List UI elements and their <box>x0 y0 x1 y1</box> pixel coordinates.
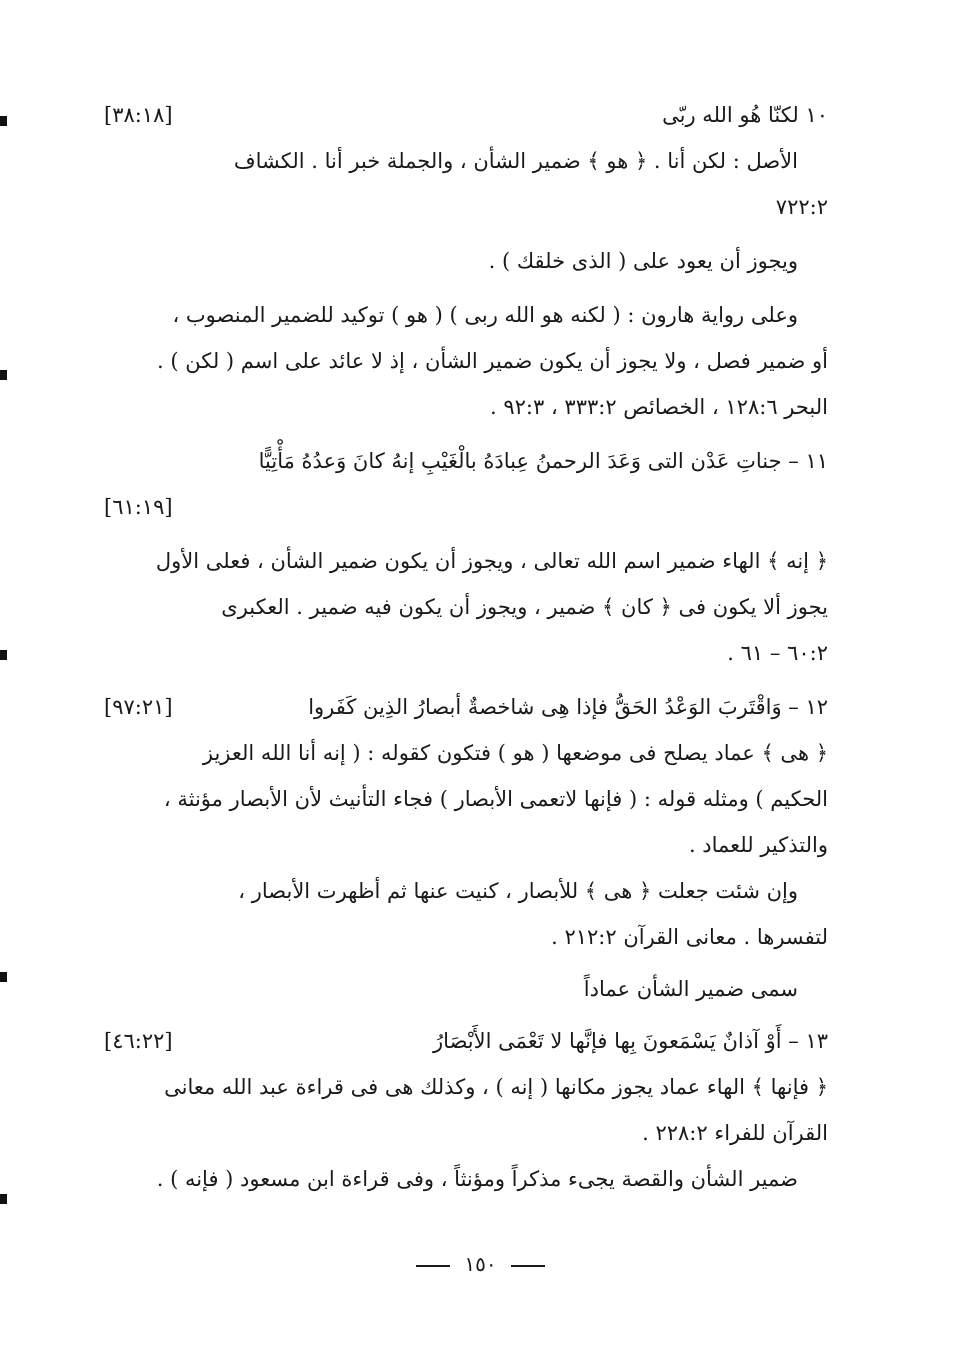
verse-reference: [٤٦:٢٢] <box>104 1029 173 1053</box>
commentary-line: وعلى رواية هارون : ( لكنه هو الله ربى ) ( هو ) توكيد للضمير المنصوب ، <box>172 303 798 327</box>
page-number: ١٥٠ <box>464 1252 497 1276</box>
commentary-line: وإن شئت جعلت ﴿ هى ﴾ للأبصار ، كنيت عنها ثم أظهرت الأبصار ، <box>238 879 798 903</box>
margin-mark <box>0 370 7 380</box>
commentary-line: يجوز ألا يكون فى ﴿ كان ﴾ ضمير ، ويجوز أن يكون فيه ضمير . العكبرى <box>221 595 828 619</box>
margin-mark <box>0 972 7 982</box>
verse-text: ١٣ – أَوْ آذانٌ يَسْمَعونَ بِها فإنَّها لا تَعْمَى الأَبْصَارُ <box>433 1029 828 1053</box>
commentary-line: ويجوز أن يعود على ( الذى خلقك ) . <box>488 249 798 273</box>
verse-text: ١٠ لكنّا هُو الله ربّى <box>662 103 828 127</box>
commentary-line: الأصل : لكن أنا . ﴿ هو ﴾ ضمير الشأن ، والجملة خبر أنا . الكشاف <box>233 149 798 173</box>
commentary-line: ضمير الشأن والقصة يجىء مذكراً ومؤنثاً ، وفى قراءة ابن مسعود ( فإنه ) . <box>156 1167 798 1191</box>
verse-reference: [٩٧:٢١] <box>104 695 173 719</box>
verse-reference: [٦١:١٩] <box>104 495 173 519</box>
verse-10-row <box>104 92 828 138</box>
verse-reference: [٣٨:١٨] <box>104 103 173 127</box>
commentary-line: ٦٠:٢ – ٦١ . <box>727 641 828 665</box>
commentary-line: القرآن للفراء ٢٢٨:٢ . <box>642 1121 828 1145</box>
page-body <box>104 92 828 1202</box>
commentary-line: والتذكير للعماد . <box>688 833 828 857</box>
commentary-line: ﴿ فإنها ﴾ الهاء عماد يجوز مكانها ( إنه ) ، وكذلك هى فى قراءة عبد الله معانى <box>164 1075 828 1099</box>
margin-mark <box>0 116 7 126</box>
footer-dash <box>511 1265 545 1267</box>
verse-11-reference-row <box>104 484 828 530</box>
commentary-line: ٧٢٢:٢ <box>775 195 828 219</box>
footer-dash <box>416 1265 450 1267</box>
commentary-line: لتفسرها . معانى القرآن ٢١٢:٢ . <box>551 925 828 949</box>
verse-text: ١٢ – وَاقْتَربَ الوَعْدُ الحَقُّ فإذا هِى شاخصةٌ أبصارُ الذِين كَفَروا <box>308 695 828 719</box>
verse-13-row <box>104 1018 828 1064</box>
verse-text: ١١ – جناتِ عَدْن التى وَعَدَ الرحمنُ عِبادَهُ بالْغَيْبِ إنهُ كانَ وَعدُهُ مَأْتِيًّا <box>258 449 828 473</box>
page-footer <box>0 1252 961 1276</box>
commentary-line: أو ضمير فصل ، ولا يجوز أن يكون ضمير الشأن ، إذ لا عائد على اسم ( لكن ) . <box>157 349 828 373</box>
commentary-line: سمى ضمير الشأن عماداً <box>583 977 798 1001</box>
margin-mark <box>0 1194 7 1204</box>
margin-mark <box>0 650 7 660</box>
commentary-line: البحر ١٢٨:٦ ، الخصائص ٣٣٣:٢ ، ٩٢:٣ . <box>490 395 828 419</box>
verse-12-row <box>104 684 828 730</box>
commentary-line: الحكيم ) ومثله قوله : ( فإنها لاتعمى الأبصار ) فجاء التأنيث لأن الأبصار مؤنثة ، <box>163 787 828 811</box>
commentary-line: ﴿ إنه ﴾ الهاء ضمير اسم الله تعالى ، ويجوز أن يكون ضمير الشأن ، فعلى الأول <box>155 549 828 573</box>
commentary-line: ﴿ هى ﴾ عماد يصلح فى موضعها ( هو ) فتكون كقوله : ( إنه أنا الله العزيز <box>202 741 828 765</box>
